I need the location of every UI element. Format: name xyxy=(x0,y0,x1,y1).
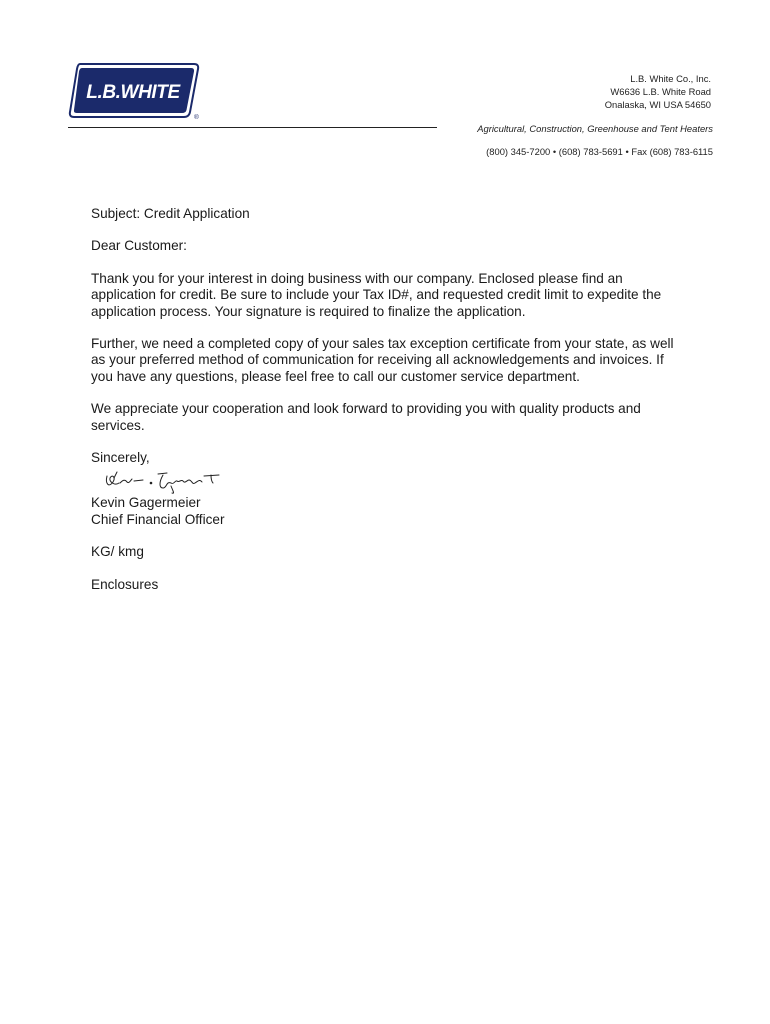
salutation: Dear Customer: xyxy=(91,238,187,254)
lb-white-logo xyxy=(68,62,202,120)
signer-title: Chief Financial Officer xyxy=(91,511,225,527)
address-line: W6636 L.B. White Road xyxy=(610,86,711,97)
subject-line: Subject: Credit Application xyxy=(91,206,250,221)
header-rule xyxy=(68,127,437,128)
body-paragraph: Further, we need a completed copy of your sales tax exception certificate from your state, as well as your preferred method of communication for receiving all acknowledgements and invoices. If you have any questions, please feel free to call our customer service department. xyxy=(91,336,674,384)
initials: KG/ kmg xyxy=(91,544,144,560)
svg-text:®: ® xyxy=(194,114,199,120)
body-paragraph: We appreciate your cooperation and look forward to providing you with quality products and services. xyxy=(91,401,641,433)
signer-name: Kevin Gagermeier xyxy=(91,495,201,511)
svg-text:L.B.WHITE: L.B.WHITE xyxy=(86,82,180,103)
enclosures-note: Enclosures xyxy=(91,576,159,592)
company-tagline: Agricultural, Construction, Greenhouse and Tent Heaters xyxy=(477,123,713,134)
signature-icon xyxy=(101,466,231,496)
closing: Sincerely, xyxy=(91,450,150,466)
contact-numbers: (800) 345-7200 • (608) 783-5691 • Fax (608) 783-6115 xyxy=(486,146,713,157)
address-line: Onalaska, WI USA 54650 xyxy=(604,99,711,110)
company-address xyxy=(605,72,711,111)
body-paragraph: Thank you for your interest in doing business with our company. Enclosed please find an application for credit. Be sure to include your Tax ID#, and requested credit limit to expedite the application process. Your signature is required to finalize the application. xyxy=(91,270,662,319)
letter-body xyxy=(91,206,681,593)
address-line: L.B. White Co., Inc. xyxy=(630,73,711,84)
